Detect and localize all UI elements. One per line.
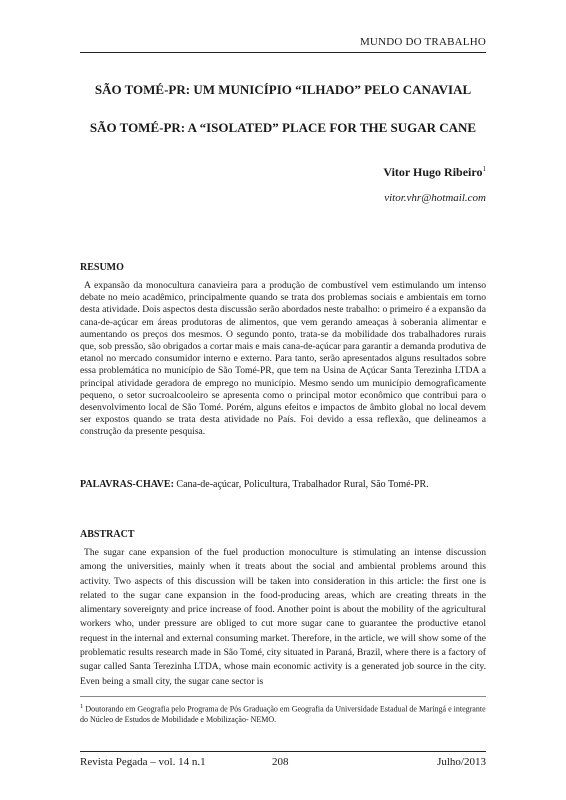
footnote-text: Doutorando em Geografia pelo Programa de Pós Graduação em Geografia da Universidade Estadual de Maringá e integrante do Núcleo de Estudos de Mobilidade e Mobilização- NEMO. — [80, 704, 486, 725]
author-email: vitor.vhr@hotmail.com — [384, 192, 486, 204]
resumo-text: A expansão da monocultura canavieira para a produção de combustível vem estimulando um intenso debate no meio acadêmico, principalmente quando se trata dos problemas sociais e ambientais em torno desta atividade. Dois aspectos desta discussão serão abordados neste trabalho: o primeiro é a expansão da cana-de-açúcar em áreas produtoras de alimentos, que vem gerando ameaças à soberania alimentar e aumentando os preços dos mesmos. O segundo ponto, trata-se da mobilidade dos trabalhadores rurais que, sob pressão, são obrigados a cortar mais e mais cana-de-açúcar para garantir a demanda produtiva de etanol no mercado consumidor interno e externo. Para tanto, serão apresentados alguns resultados sobre essa problemática no município de São Tomé-PR, que tem na Usina de Açúcar Santa Terezinha LTDA a principal atividade geradora de emprego no município. Mesmo sendo um município demograficamente pequeno, o setor sucroalcooleiro se apresenta como o principal motor econômico que contribui para o desenvolvimento local de São Tomé. Porém, alguns efeitos e impactos de âmbito global no local devem ser expostos quando se trata desta atividade no País. Foi devido a essa reflexão, que delineamos a construção da presente pesquisa. — [80, 280, 486, 438]
running-head: MUNDO DO TRABALHO — [359, 36, 486, 48]
abstract-heading: ABSTRACT — [80, 529, 135, 540]
resumo-heading: RESUMO — [80, 262, 124, 273]
footer-date: Julho/2013 — [437, 756, 486, 768]
title-english: SÃO TOMÉ-PR: A “ISOLATED” PLACE FOR THE SUGAR CANE — [89, 120, 477, 135]
keywords-text: Cana-de-açúcar, Policultura, Trabalhador Rural, São Tomé-PR. — [176, 479, 429, 490]
footer-page-number: 208 — [272, 756, 289, 768]
keywords-label: PALAVRAS-CHAVE: — [80, 479, 174, 490]
abstract-text: The sugar cane expansion of the fuel production monoculture is stimulating an intense discussion among the universities, mainly when it treats about the social and ambiental problems around this activity. Two aspects of this discussion will be taken into consideration in this article: the first one is related to the sugar cane expansion in the food-producing areas, which are creating threats in the alimentary sovereignty and price increase of food. Another point is about the mobility of the agricultural workers who, under pressure are obliged to cut more sugar cane to guarantee the productive etanol request in the internal and external consuming market. Therefore, in the article, we will show some of the problematic results research made in São Tomé, city situated in Paraná, Brazil, where there is a factory of sugar called Santa Terezinha LTDA, whose main economic activity is a generated job source in the city. Even being a small city, the sugar cane sector is — [80, 547, 486, 687]
author-name-text: Vitor Hugo Ribeiro — [383, 165, 483, 179]
title-portuguese: SÃO TOMÉ-PR: UM MUNICÍPIO “ILHADO” PELO CANAVIAL — [94, 82, 472, 97]
footer-rule — [80, 751, 486, 752]
footnote-rule — [80, 696, 486, 697]
footnote — [80, 702, 486, 726]
keywords — [80, 478, 486, 491]
footnote-mark: 1 — [80, 703, 84, 710]
header-rule — [80, 52, 486, 53]
author-name — [383, 165, 486, 180]
author-footnote-mark: 1 — [482, 165, 486, 173]
footer-journal: Revista Pegada – vol. 14 n.1 — [80, 756, 206, 768]
